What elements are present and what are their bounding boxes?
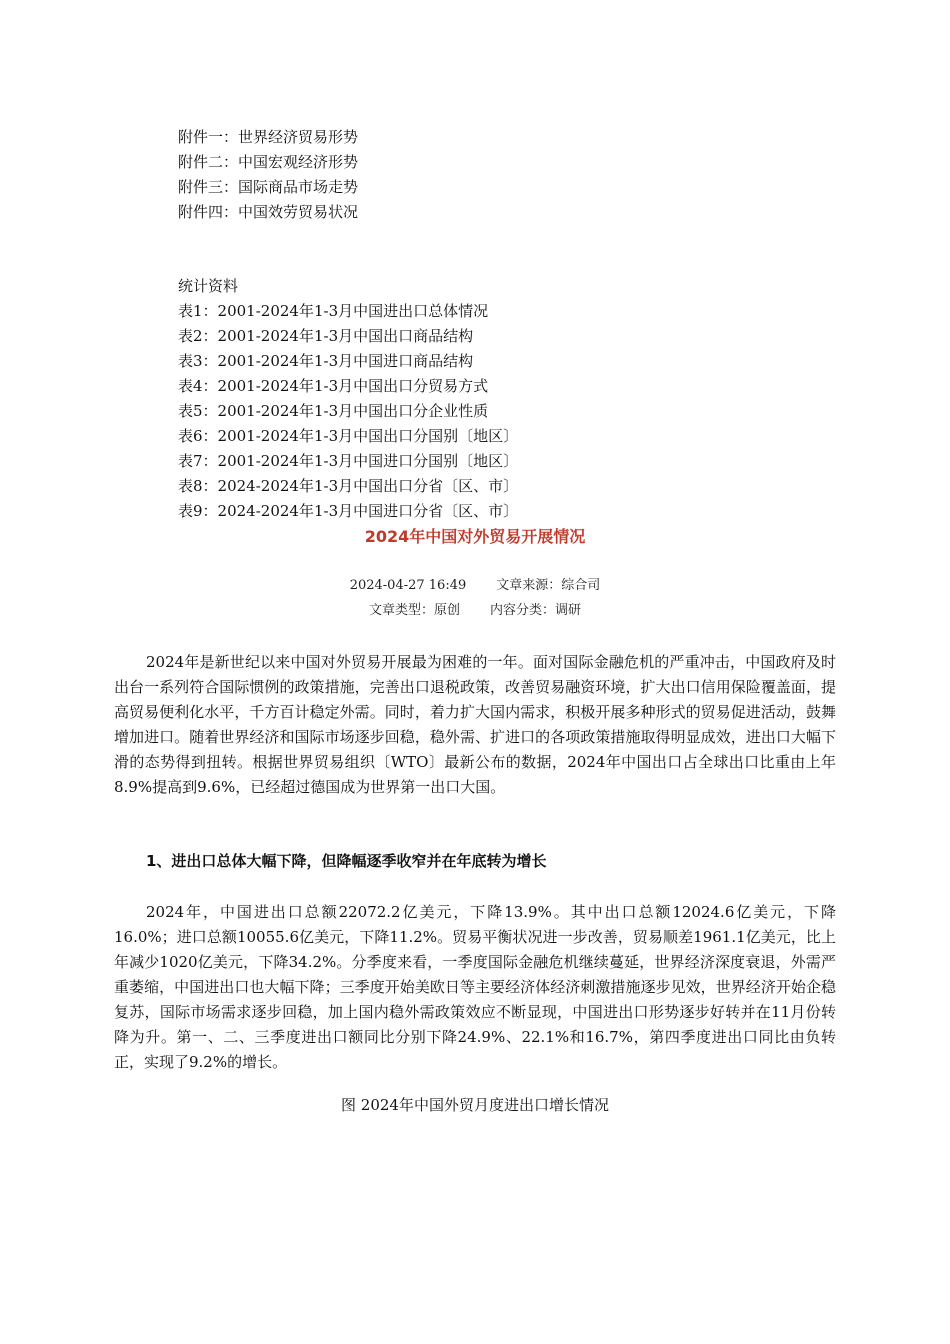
publish-date: 2024-04-27 16:49 [349, 578, 467, 593]
attachment-item: 附件一：世界经济贸易形势 [178, 128, 359, 146]
article-type: 文章类型：原创 [368, 603, 460, 618]
statistics-heading: 统计资料 [178, 277, 239, 295]
attachment-list [178, 125, 358, 225]
statistics-table-item: 表2：2001-2024年1-3月中国出口商品结构 [178, 327, 474, 345]
section-paragraph: 2024年，中国进出口总额22072.2亿美元，下降13.9%。其中出口总额12024.6亿美元，下降16.0%；进口总额10055.6亿美元，下降11.2%。贸易平衡状况进一步改善，贸易顺差1961.1亿美元，比上年减少1020亿美元，下降34.2%。分季度来看，一季度国际金融危机继续蔓延，世界经济深度衰退，外需严重萎缩，中国进出口也大幅下降；三季度开始美欧日等主要经济体经济刺激措施逐步见效，世界经济开始企稳复苏，国际市场需求逐步回稳，加上国内稳外需政策效应不断显现，中国进出口形势逐步好转并在11月份转降为升。第一、二、三季度进出口额同比分别下降24.9%、22.1%和16.7%，第四季度进出口同比由负转正，实现了9.2%的增长。 [114, 903, 836, 1071]
statistics-table-item: 表8：2024-2024年1-3月中国出口分省〔区、市〕 [178, 477, 519, 495]
article-meta-row [0, 576, 950, 596]
article-title: 2024年中国对外贸易开展情况 [364, 527, 586, 546]
statistics-table-item: 表5：2001-2024年1-3月中国出口分企业性质 [178, 402, 489, 420]
statistics-table-item: 表4：2001-2024年1-3月中国出口分贸易方式 [178, 377, 489, 395]
article-meta-row [0, 601, 950, 621]
attachment-item: 附件三：国际商品市场走势 [178, 178, 359, 196]
intro-paragraph: 2024年是新世纪以来中国对外贸易开展最为困难的一年。面对国际金融危机的严重冲击，中国政府及时出台一系列符合国际惯例的政策措施，完善出口退税政策，改善贸易融资环境，扩大出口信用保险覆盖面，提高贸易便利化水平，千方百计稳定外需。同时，着力扩大国内需求，积极开展多种形式的贸易促进活动，鼓舞增加进口。随着世界经济和国际市场逐步回稳，稳外需、扩进口的各项政策措施取得明显成效，进出口大幅下滑的态势得到扭转。根据世界贸易组织〔WTO〕最新公布的数据，2024年中国出口占全球出口比重由上年8.9%提高到9.6%，已经超过德国成为世界第一出口大国。 [114, 653, 836, 796]
section-heading: 1、进出口总体大幅下降，但降幅逐季收窄并在年底转为增长 [146, 852, 547, 870]
figure-caption: 图 2024年中国外贸月度进出口增长情况 [341, 1096, 609, 1114]
attachment-item: 附件二：中国宏观经济形势 [178, 153, 359, 171]
statistics-table-item: 表9：2024-2024年1-3月中国进口分省〔区、市〕 [178, 502, 519, 520]
statistics-list [178, 274, 518, 524]
attachment-item: 附件四：中国效劳贸易状况 [178, 203, 359, 221]
statistics-table-item: 表3：2001-2024年1-3月中国进口商品结构 [178, 352, 474, 370]
statistics-table-item: 表1：2001-2024年1-3月中国进出口总体情况 [178, 302, 489, 320]
article-source: 文章来源：综合司 [496, 578, 601, 593]
article-category: 内容分类：调研 [490, 603, 582, 618]
statistics-table-item: 表7：2001-2024年1-3月中国进口分国别〔地区〕 [178, 452, 519, 470]
statistics-table-item: 表6：2001-2024年1-3月中国出口分国别〔地区〕 [178, 427, 519, 445]
